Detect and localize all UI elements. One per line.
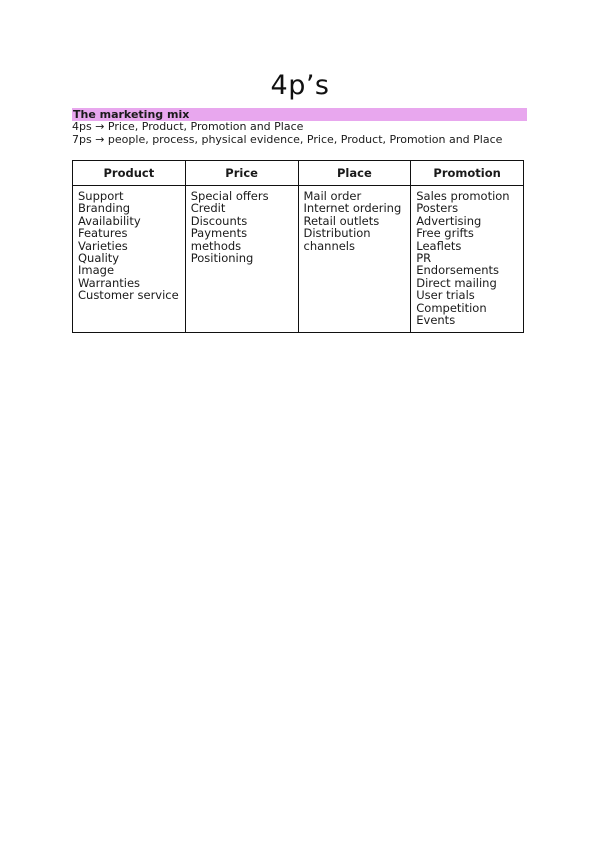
list-item: Positioning [190, 251, 254, 266]
column-header-promotion: Promotion [411, 161, 524, 186]
list-item: Special offers [190, 189, 269, 203]
column-header-place: Place [298, 161, 411, 186]
list-item: Customer service [78, 288, 179, 303]
list-item: Posters [416, 201, 459, 216]
list-item: Internet ordering [303, 201, 402, 216]
list-item: Credit [190, 201, 226, 216]
list-item: Leaflets [416, 238, 462, 253]
list-item: Quality [78, 251, 120, 266]
list-item: Support [78, 189, 124, 203]
list-item: Image [78, 263, 115, 278]
list-item: Features [78, 226, 128, 241]
list-item: Availability [78, 213, 141, 228]
table-row [73, 186, 524, 333]
list-item: Events [416, 313, 456, 328]
list-item: channels [303, 238, 355, 253]
seven-ps-line: 7ps → people, process, physical evidence, Price, Product, Promotion and Place [72, 132, 503, 146]
list-item: User trials [416, 288, 475, 303]
table-header-row [73, 161, 524, 186]
list-item: PR [416, 251, 432, 266]
list-item: Distribution [303, 226, 371, 241]
list-item: Sales promotion [416, 189, 510, 203]
list-item: Advertising [416, 213, 482, 228]
list-item: Competition [416, 300, 487, 315]
column-header-price: Price [185, 161, 298, 186]
list-item: Endorsements [416, 263, 500, 278]
list-item: Varieties [78, 238, 128, 253]
place-cell [298, 186, 411, 333]
list-item: Mail order [303, 189, 362, 203]
list-item: Direct mailing [416, 275, 497, 290]
list-item: Free grifts [416, 226, 474, 241]
list-item: Warranties [78, 275, 141, 290]
list-item: Payments [190, 226, 248, 241]
four-ps-line: 4ps → Price, Product, Promotion and Place [72, 120, 304, 133]
list-item: Discounts [190, 213, 248, 228]
list-item: methods [190, 238, 242, 253]
column-header-product: Product [73, 161, 186, 186]
marketing-mix-heading: The marketing mix [72, 108, 527, 121]
promotion-cell [411, 186, 524, 333]
list-item: Branding [78, 201, 131, 216]
marketing-mix-table [72, 160, 524, 333]
product-cell [73, 186, 186, 333]
list-item: Retail outlets [303, 213, 380, 228]
marketing-mix-intro [72, 108, 526, 146]
price-cell [185, 186, 298, 333]
page-title: 4p’s [270, 70, 330, 101]
